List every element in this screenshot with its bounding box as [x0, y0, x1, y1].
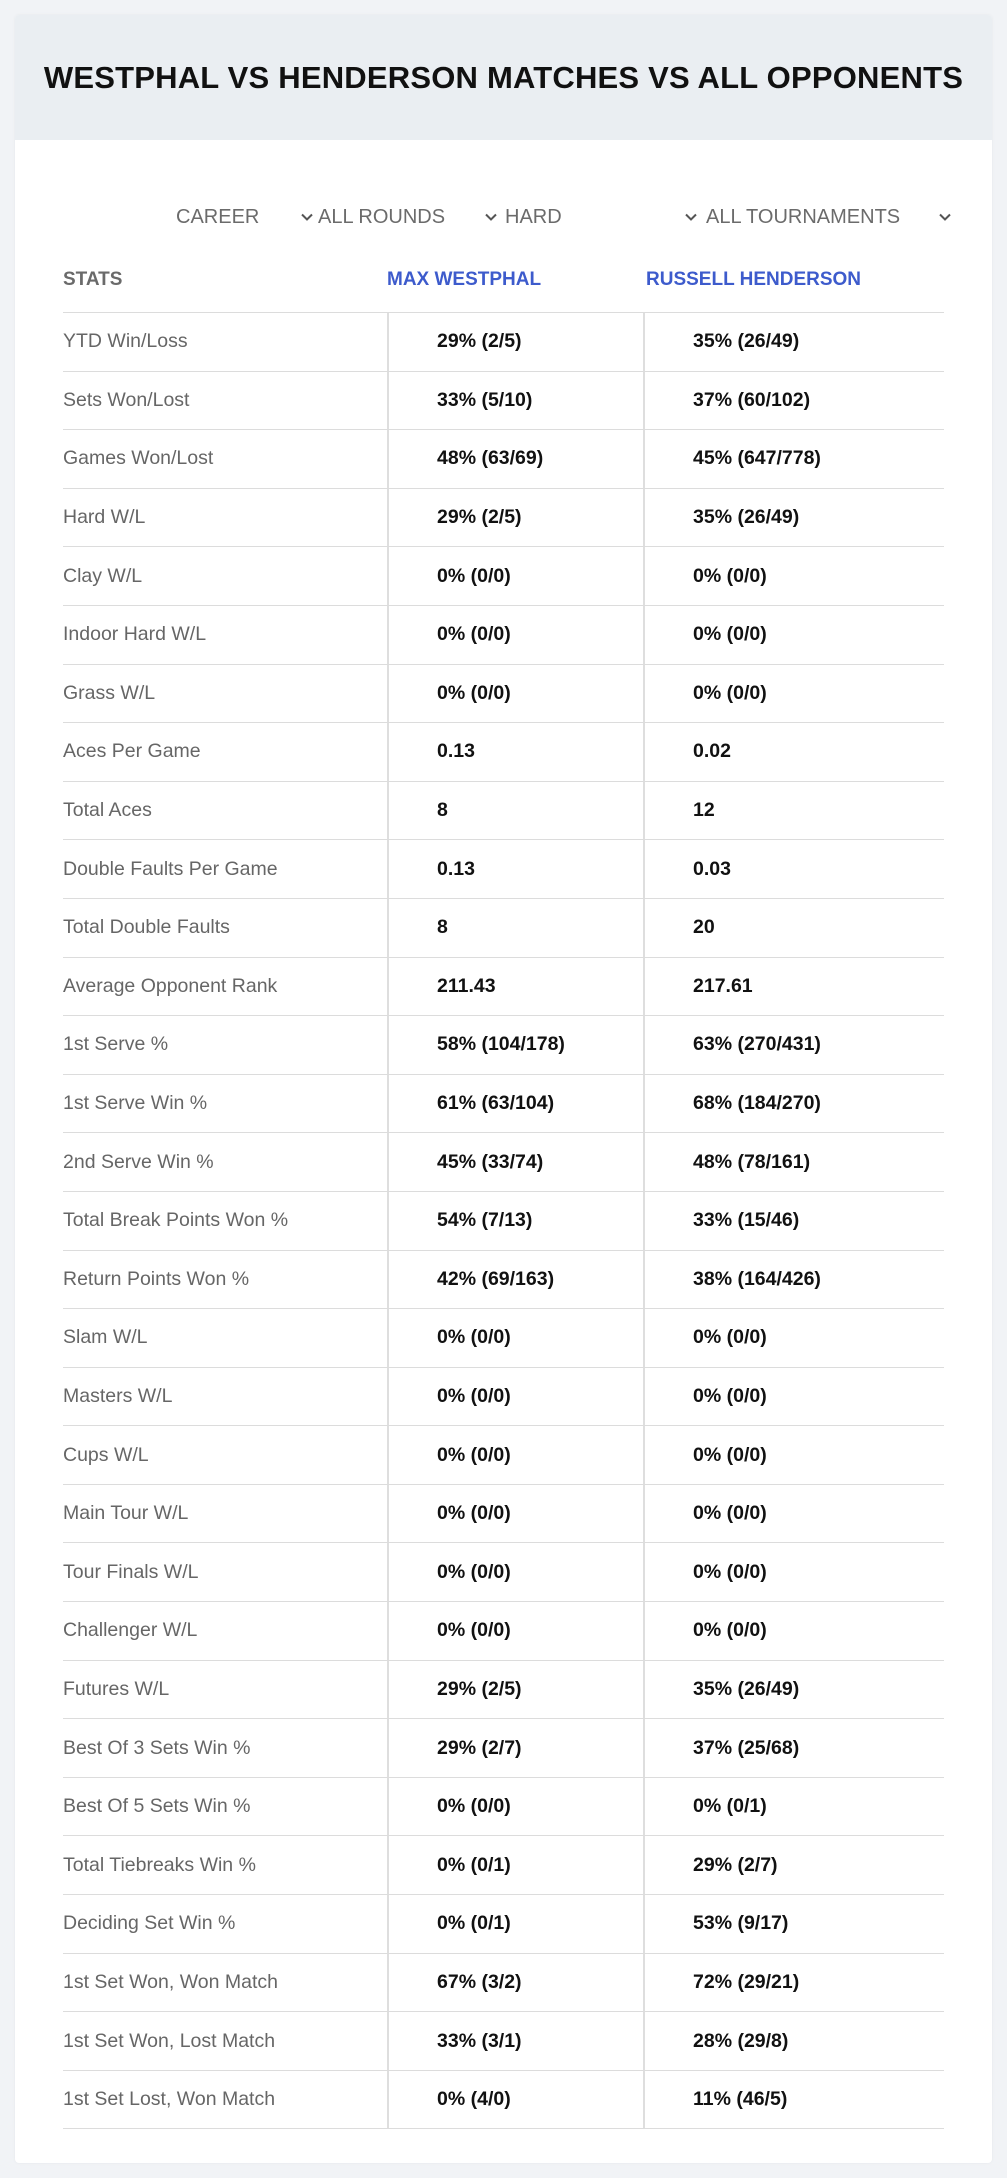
filter-period-value: CAREER	[176, 205, 260, 228]
player1-value: 8	[387, 899, 645, 957]
player2-value: 35% (26/49)	[693, 506, 800, 529]
stat-label: Return Points Won %	[63, 1267, 250, 1290]
player2-value: 0% (0/0)	[693, 623, 767, 646]
table-row	[63, 606, 944, 665]
stat-label: Tour Finals W/L	[63, 1560, 199, 1583]
player1-value: 0% (0/0)	[387, 1426, 645, 1484]
player1-value: 0% (0/0)	[387, 547, 645, 605]
filter-tournament-select[interactable]	[706, 187, 952, 247]
player2-value: 29% (2/7)	[693, 1853, 778, 1876]
stat-label: Aces Per Game	[63, 740, 201, 763]
stat-label: Double Faults Per Game	[63, 857, 278, 880]
table-row	[63, 840, 944, 899]
filter-surface-select[interactable]	[505, 187, 698, 247]
player1-value: 0% (0/0)	[387, 665, 645, 723]
stat-label: 1st Serve %	[63, 1033, 169, 1056]
page-title: WESTPHAL VS HENDERSON MATCHES VS ALL OPPONENTS	[43, 59, 964, 95]
player2-value: 45% (647/778)	[693, 447, 821, 470]
stat-label: Clay W/L	[63, 564, 143, 587]
chevron-down-icon	[300, 210, 314, 224]
player1-value: 0% (0/0)	[387, 1543, 645, 1601]
stat-label: Masters W/L	[63, 1384, 173, 1407]
chevron-down-icon	[484, 210, 498, 224]
player2-value: 0% (0/0)	[693, 1443, 767, 1466]
table-row	[63, 1309, 944, 1368]
stat-label: Average Opponent Rank	[63, 974, 278, 997]
player1-value: 0% (0/1)	[387, 1836, 645, 1894]
stat-label: Challenger W/L	[63, 1619, 198, 1642]
player2-value: 0% (0/0)	[693, 1326, 767, 1349]
table-row	[63, 1836, 944, 1895]
table-row	[63, 782, 944, 841]
table-row	[63, 2071, 944, 2130]
table-row	[63, 430, 944, 489]
player1-value: 0% (0/0)	[387, 606, 645, 664]
player1-value: 0% (0/0)	[387, 1309, 645, 1367]
table-row	[63, 1778, 944, 1837]
player1-value: 0% (0/0)	[387, 1485, 645, 1543]
card-header	[15, 15, 992, 140]
player2-value: 217.61	[693, 974, 753, 997]
table-row	[63, 1426, 944, 1485]
stat-label: Main Tour W/L	[63, 1502, 189, 1525]
stat-label: Hard W/L	[63, 506, 146, 529]
table-row	[63, 1192, 944, 1251]
player2-value: 48% (78/161)	[693, 1150, 811, 1173]
player2-value: 0% (0/0)	[693, 1560, 767, 1583]
player1-value: 29% (2/5)	[387, 1661, 645, 1719]
player1-value: 0% (0/0)	[387, 1602, 645, 1660]
player1-value: 54% (7/13)	[387, 1192, 645, 1250]
stat-label: Grass W/L	[63, 681, 156, 704]
player2-value: 0.02	[693, 740, 731, 763]
stat-label: 2nd Serve Win %	[63, 1150, 214, 1173]
chevron-down-icon	[684, 210, 698, 224]
stat-label: Slam W/L	[63, 1326, 148, 1349]
table-body	[63, 313, 944, 2129]
table-row	[63, 665, 944, 724]
stat-label: 1st Set Lost, Won Match	[63, 2088, 276, 2111]
player1-value: 42% (69/163)	[387, 1251, 645, 1309]
player1-value: 211.43	[387, 958, 645, 1016]
player1-value: 0.13	[387, 840, 645, 898]
table-row	[63, 1954, 944, 2013]
stat-label: Total Break Points Won %	[63, 1209, 289, 1232]
player1-value: 0% (4/0)	[387, 2071, 645, 2129]
player2-value: 72% (29/21)	[693, 1970, 800, 1993]
stat-label: Best Of 3 Sets Win %	[63, 1736, 251, 1759]
stat-label: Cups W/L	[63, 1443, 149, 1466]
stat-label: Deciding Set Win %	[63, 1912, 236, 1935]
table-row	[63, 1543, 944, 1602]
player1-value: 29% (2/5)	[387, 489, 645, 547]
player2-value: 33% (15/46)	[693, 1209, 800, 1232]
filter-tournament-value: ALL TOURNAMENTS	[706, 205, 901, 228]
player1-value: 0.13	[387, 723, 645, 781]
player2-value: 53% (9/17)	[693, 1912, 789, 1935]
filter-surface-value: HARD	[505, 205, 562, 228]
stat-label: 1st Serve Win %	[63, 1092, 208, 1115]
filter-bar	[15, 187, 992, 247]
stat-label: Futures W/L	[63, 1677, 170, 1700]
stat-label: Total Aces	[63, 799, 152, 822]
stats-column-header: STATS	[63, 269, 123, 290]
player1-value: 33% (3/1)	[387, 2012, 645, 2070]
stat-label: 1st Set Won, Lost Match	[63, 2029, 276, 2052]
stat-label: 1st Set Won, Won Match	[63, 1970, 278, 1993]
player1-value: 45% (33/74)	[387, 1133, 645, 1191]
table-row	[63, 489, 944, 548]
player1-value: 8	[387, 782, 645, 840]
chevron-down-icon	[938, 210, 952, 224]
player2-value: 12	[693, 799, 715, 822]
stats-card	[15, 15, 992, 2163]
player1-value: 67% (3/2)	[387, 1954, 645, 2012]
player1-value: 33% (5/10)	[387, 372, 645, 430]
table-row	[63, 1133, 944, 1192]
table-row	[63, 547, 944, 606]
player2-value: 0% (0/0)	[693, 1384, 767, 1407]
table-row	[63, 372, 944, 431]
player1-value: 58% (104/178)	[387, 1016, 645, 1074]
table-row	[63, 1719, 944, 1778]
player2-value: 28% (29/8)	[693, 2029, 789, 2052]
table-row	[63, 1895, 944, 1954]
player2-value: 20	[693, 916, 715, 939]
player2-value: 0% (0/0)	[693, 681, 767, 704]
filter-round-value: ALL ROUNDS	[318, 205, 446, 228]
player1-value: 61% (63/104)	[387, 1075, 645, 1133]
table-row	[63, 723, 944, 782]
table-row	[63, 1602, 944, 1661]
stat-label: Total Double Faults	[63, 916, 230, 939]
player2-value: 0.03	[693, 857, 731, 880]
filter-round-select[interactable]	[318, 187, 498, 247]
table-row	[63, 1251, 944, 1310]
table-row	[63, 1368, 944, 1427]
filter-period-select[interactable]	[176, 187, 314, 247]
player2-value: 35% (26/49)	[693, 1677, 800, 1700]
player1-value: 29% (2/7)	[387, 1719, 645, 1777]
player1-value: 48% (63/69)	[387, 430, 645, 488]
stat-label: Indoor Hard W/L	[63, 623, 207, 646]
table-row	[63, 958, 944, 1017]
player2-value: 37% (60/102)	[693, 388, 811, 411]
player1-value: 0% (0/1)	[387, 1895, 645, 1953]
player1-value: 29% (2/5)	[387, 313, 645, 371]
stat-label: Best Of 5 Sets Win %	[63, 1795, 251, 1818]
player2-value: 0% (0/0)	[693, 564, 767, 587]
table-row	[63, 313, 944, 372]
table-row	[63, 1075, 944, 1134]
player2-column-header[interactable]: RUSSELL HENDERSON	[646, 269, 862, 290]
table-row	[63, 1661, 944, 1720]
table-row	[63, 1485, 944, 1544]
player2-value: 38% (164/426)	[693, 1267, 821, 1290]
player2-value: 68% (184/270)	[693, 1092, 821, 1115]
table-header	[63, 247, 944, 313]
stat-label: Total Tiebreaks Win %	[63, 1853, 256, 1876]
stat-label: YTD Win/Loss	[63, 330, 188, 353]
player2-value: 63% (270/431)	[693, 1033, 821, 1056]
player1-value: 0% (0/0)	[387, 1778, 645, 1836]
player2-value: 35% (26/49)	[693, 330, 800, 353]
table-row	[63, 1016, 944, 1075]
stat-label: Sets Won/Lost	[63, 388, 190, 411]
player1-value: 0% (0/0)	[387, 1368, 645, 1426]
player2-value: 0% (0/0)	[693, 1502, 767, 1525]
player2-value: 37% (25/68)	[693, 1736, 800, 1759]
table-row	[63, 899, 944, 958]
stats-table	[63, 247, 944, 2129]
player2-value: 11% (46/5)	[693, 2088, 788, 2111]
player2-value: 0% (0/1)	[693, 1795, 767, 1818]
player2-value: 0% (0/0)	[693, 1619, 767, 1642]
table-row	[63, 2012, 944, 2071]
player1-column-header[interactable]: MAX WESTPHAL	[387, 269, 542, 290]
stat-label: Games Won/Lost	[63, 447, 214, 470]
